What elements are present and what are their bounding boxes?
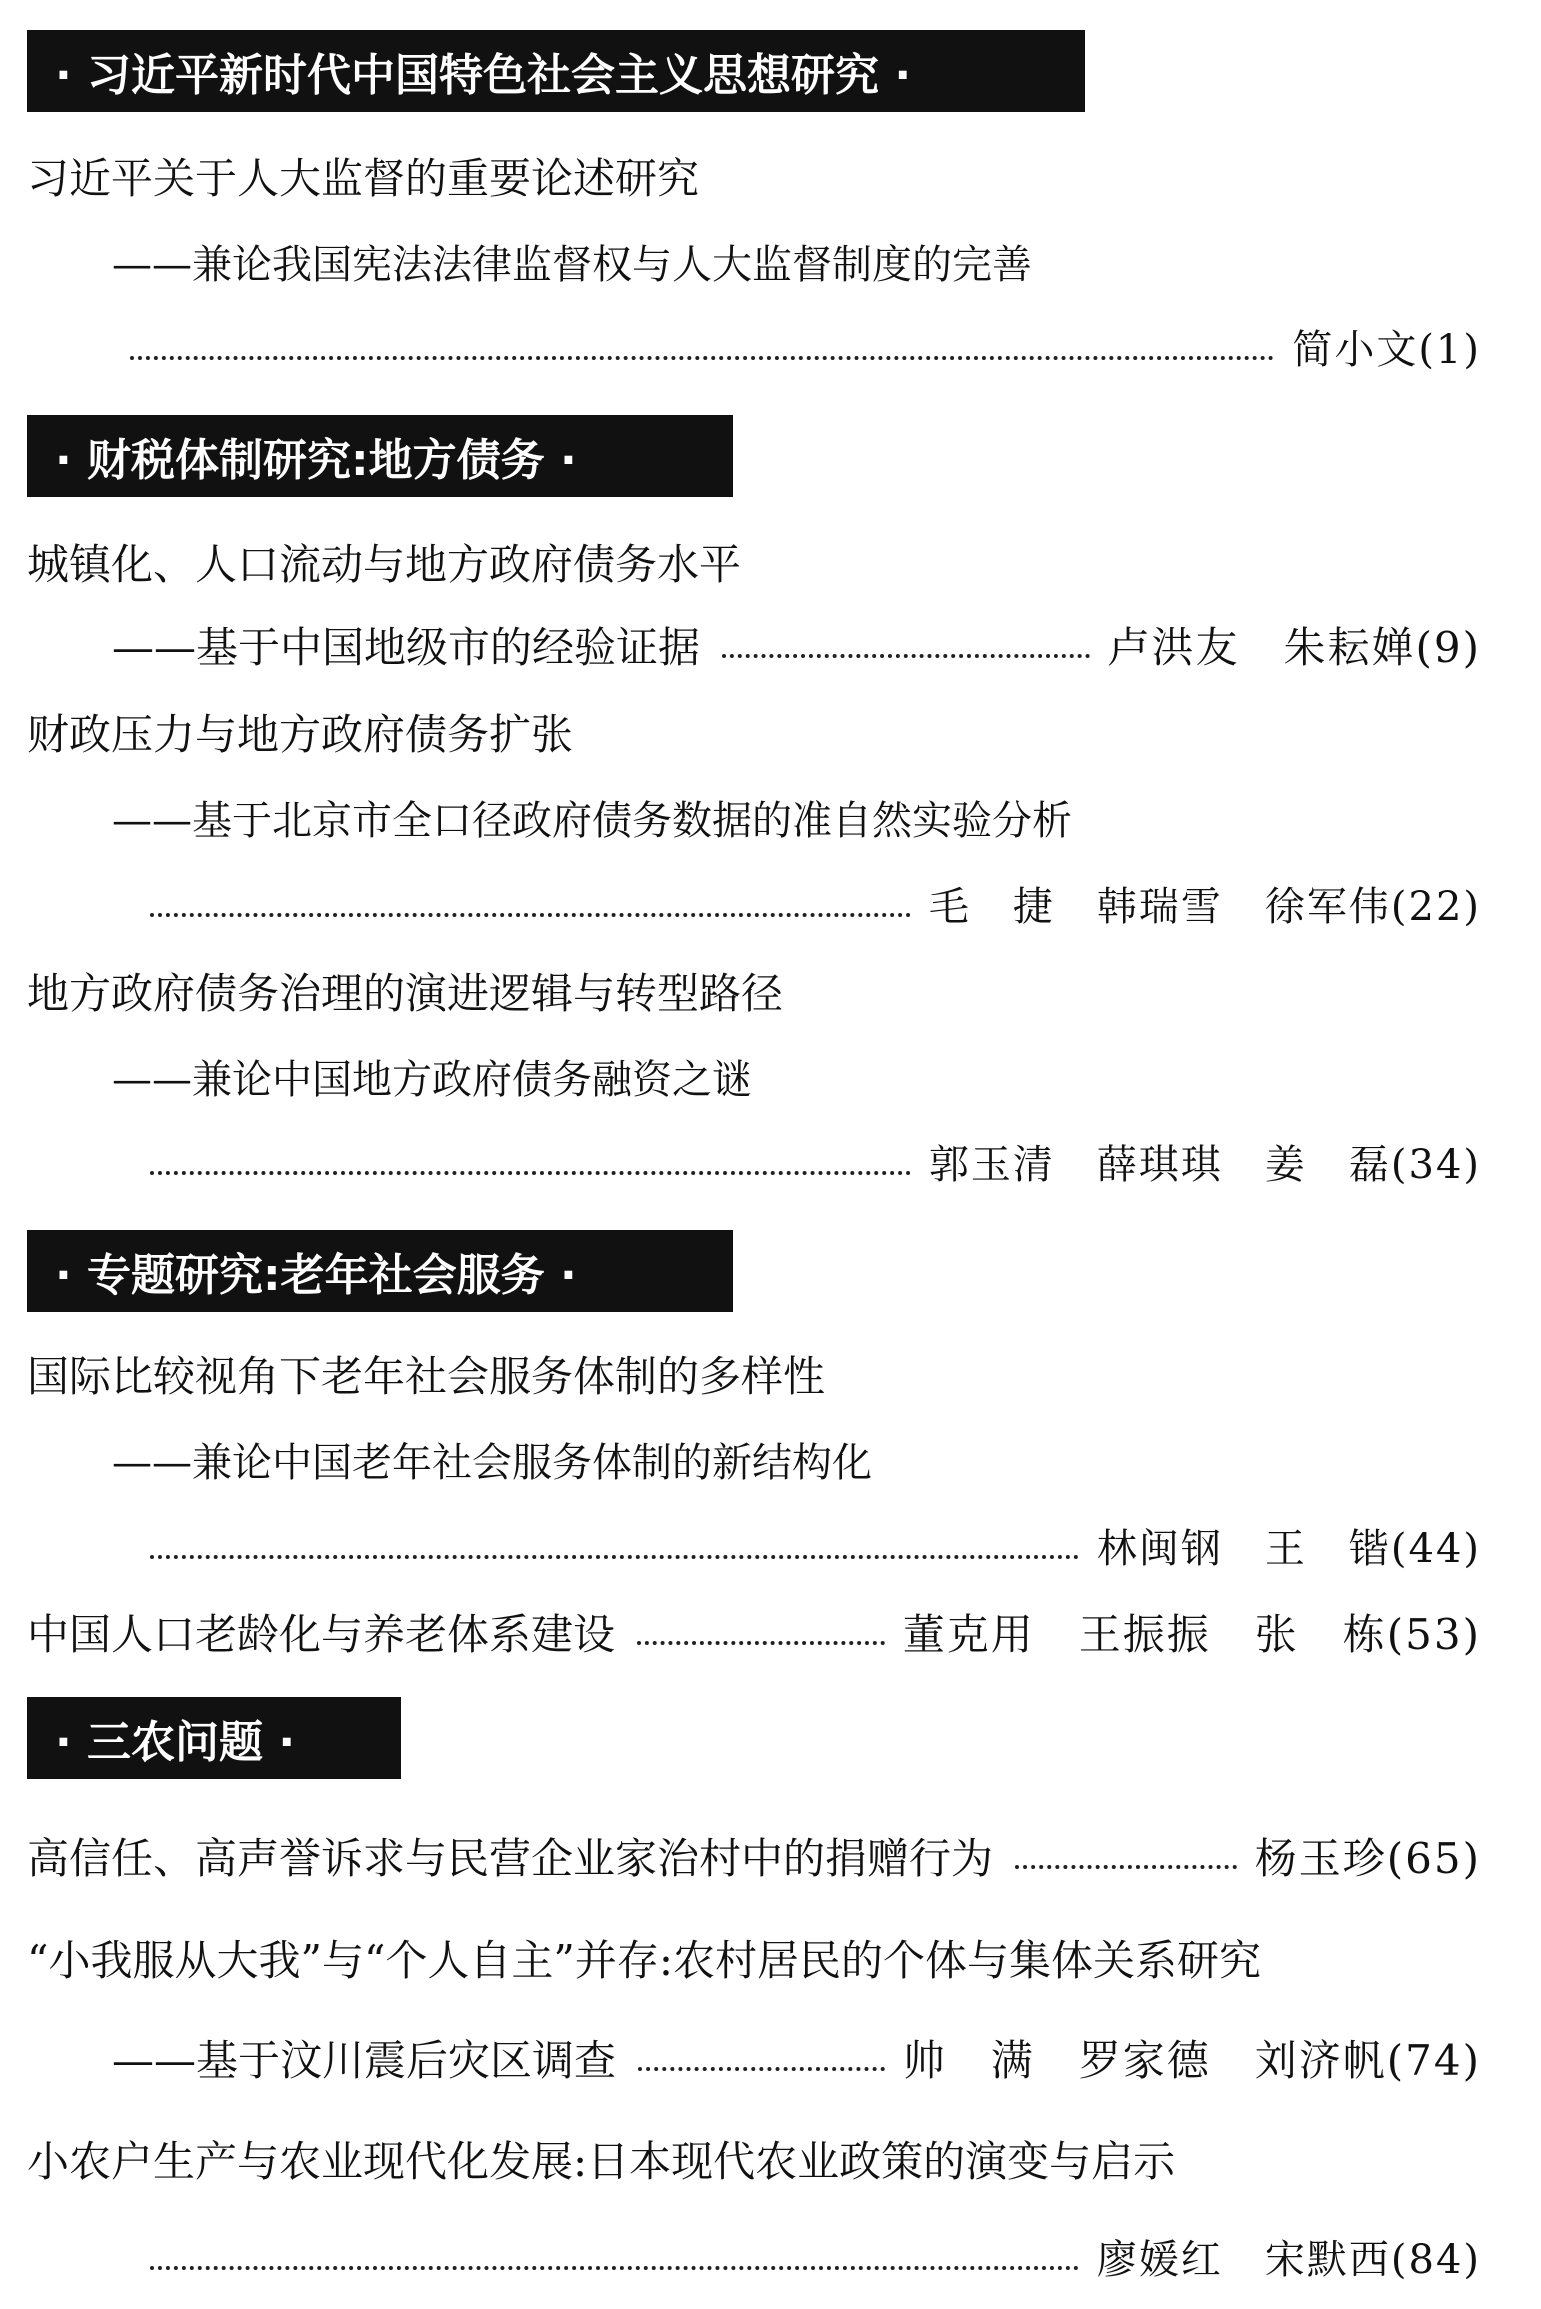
author-line bbox=[150, 884, 1481, 930]
article-subtitle: ——兼论中国老年社会服务体制的新结构化 bbox=[112, 1440, 872, 1486]
dot-leader bbox=[1015, 1865, 1237, 1869]
dot-leader bbox=[722, 654, 1089, 658]
article-title[interactable]: 中国人口老龄化与养老体系建设 bbox=[27, 1610, 616, 1659]
dot-leader bbox=[150, 1555, 1079, 1559]
title-author-line bbox=[27, 1610, 1481, 1659]
article-title[interactable]: 财政压力与地方政府债务扩张 bbox=[27, 710, 574, 759]
article-title[interactable]: 城镇化、人口流动与地方政府债务水平 bbox=[27, 540, 742, 589]
article-title[interactable]: 习近平关于人大监督的重要论述研究 bbox=[27, 154, 700, 203]
article-subtitle: ——基于中国地级市的经验证据 bbox=[112, 623, 701, 672]
article-title[interactable]: 小农户生产与农业现代化发展:日本现代农业政策的演变与启示 bbox=[27, 2137, 1176, 2186]
dot-leader bbox=[638, 2067, 885, 2071]
article-authors-page: 廖媛红 宋默西(84) bbox=[1096, 2237, 1481, 2283]
article-subtitle: ——基于北京市全口径政府债务数据的准自然实验分析 bbox=[112, 798, 1072, 844]
section-header: · 习近平新时代中国特色社会主义思想研究 · bbox=[27, 30, 1085, 112]
article-authors-page: 毛 捷 韩瑞雪 徐军伟(22) bbox=[928, 884, 1481, 930]
title-author-line bbox=[27, 1834, 1481, 1883]
article-title[interactable]: 高信任、高声誉诉求与民营企业家治村中的捐赠行为 bbox=[27, 1834, 994, 1883]
author-line bbox=[150, 1142, 1481, 1188]
article-subtitle: ——兼论中国地方政府债务融资之谜 bbox=[112, 1057, 752, 1103]
dot-leader bbox=[637, 1641, 885, 1645]
article-subtitle: ——兼论我国宪法法律监督权与人大监督制度的完善 bbox=[112, 242, 1032, 288]
article-title[interactable]: 地方政府债务治理的演进逻辑与转型路径 bbox=[27, 969, 784, 1018]
dot-leader bbox=[150, 2266, 1079, 2270]
section-header: · 财税体制研究:地方债务 · bbox=[27, 415, 733, 497]
author-line bbox=[150, 2237, 1481, 2283]
subtitle-author-line bbox=[112, 623, 1481, 672]
section-header: · 专题研究:老年社会服务 · bbox=[27, 1230, 733, 1312]
article-title[interactable]: 国际比较视角下老年社会服务体制的多样性 bbox=[27, 1352, 826, 1401]
subtitle-author-line bbox=[112, 2036, 1481, 2085]
article-authors-page: 杨玉珍(65) bbox=[1254, 1834, 1481, 1883]
article-authors-page: 郭玉清 薛琪琪 姜 磊(34) bbox=[928, 1142, 1481, 1188]
author-line bbox=[130, 327, 1481, 373]
article-authors-page: 帅 满 罗家德 刘济帆(74) bbox=[902, 2036, 1481, 2085]
dot-leader bbox=[130, 356, 1274, 360]
article-subtitle: ——基于汶川震后灾区调查 bbox=[112, 2036, 617, 2085]
article-authors-page: 林闽钢 王 锴(44) bbox=[1096, 1526, 1481, 1572]
article-title[interactable]: “小我服从大我”与“个人自主”并存:农村居民的个体与集体关系研究 bbox=[27, 1936, 1262, 1985]
article-authors-page: 董克用 王振振 张 栋(53) bbox=[902, 1610, 1481, 1659]
author-line bbox=[150, 1526, 1481, 1572]
dot-leader bbox=[150, 1171, 911, 1175]
article-authors-page: 简小文(1) bbox=[1292, 327, 1481, 373]
section-header: · 三农问题 · bbox=[27, 1697, 401, 1779]
article-authors-page: 卢洪友 朱耘婵(9) bbox=[1107, 623, 1481, 672]
dot-leader bbox=[150, 913, 911, 917]
